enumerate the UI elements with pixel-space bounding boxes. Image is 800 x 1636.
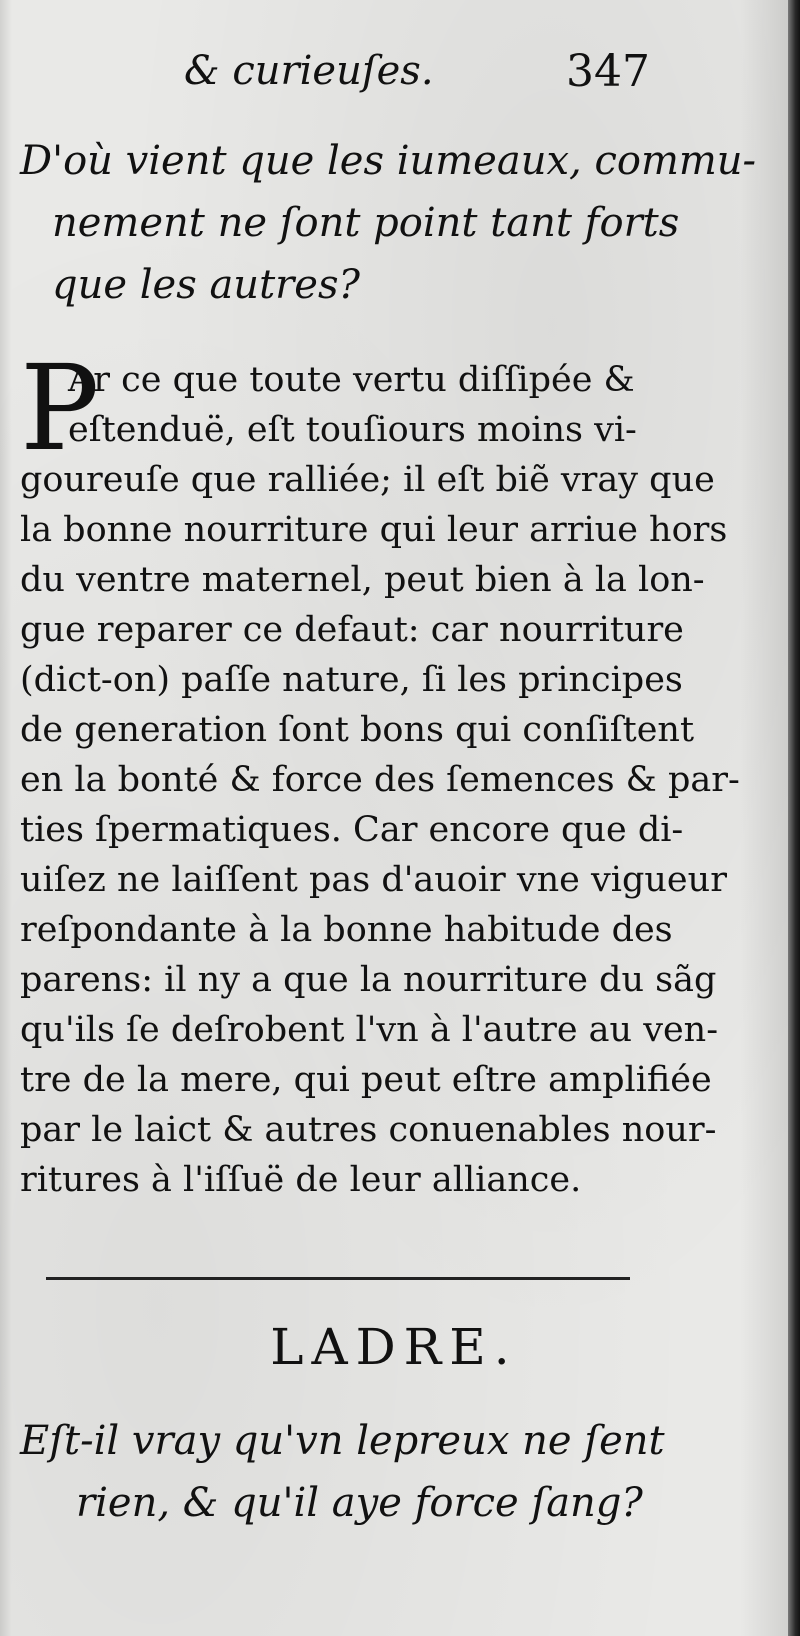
- paragraph-line: par le laict & autres conuenables nour-: [20, 1110, 717, 1150]
- paragraph-line: uiſez ne laiſſent pas d'auoir vne vigueur: [20, 860, 727, 900]
- paragraph-line: goureuſe que ralliée; il eſt biẽ vray que: [20, 460, 715, 500]
- paragraph-line: tre de la mere, qui peut eſtre amplifiée: [20, 1060, 712, 1100]
- paragraph-line: de generation ſont bons qui conſiſtent: [20, 710, 695, 750]
- paragraph-line: la bonne nourriture qui leur arriue hors: [20, 510, 728, 550]
- question-heading-twins: [20, 130, 757, 316]
- question-line: nement ne ſont point tant forts: [52, 200, 680, 246]
- running-head: & curieuſes.: [184, 48, 434, 94]
- paragraph-line: (dict-on) paſſe nature, ſi les principes: [20, 660, 683, 700]
- answer-paragraph: [20, 339, 740, 1205]
- paragraph-line: eſtenduë, eſt touſiours moins vi-: [68, 410, 637, 450]
- section-title: LADRE.: [270, 1318, 518, 1376]
- paragraph-line: en la bonté & force des ſemences & par-: [20, 760, 740, 800]
- paragraph-line: reſpondante à la bonne habitude des: [20, 910, 673, 950]
- paragraph-line: Ar ce que toute vertu diſſipée &: [68, 360, 635, 400]
- paragraph-line: qu'ils ſe deſrobent l'vn à l'autre au ven-: [20, 1010, 719, 1050]
- page-number: 347: [566, 46, 650, 97]
- question-line: D'où vient que les iumeaux, commu-: [20, 138, 757, 184]
- paragraph-line: du ventre maternel, peut bien à la lon-: [20, 560, 705, 600]
- question-line: que les autres?: [52, 262, 360, 308]
- paragraph-line: ties ſpermatiques. Car encore que di-: [20, 810, 684, 850]
- page-edge-shadow: [788, 0, 800, 1636]
- question-line: Eſt-il vray qu'vn lepreux ne ſent: [20, 1418, 665, 1464]
- paragraph-line: ritures à l'iſſuë de leur alliance.: [20, 1160, 582, 1200]
- drop-cap: P: [20, 339, 100, 477]
- question-line: rien, & qu'il aye force ſang?: [76, 1480, 643, 1526]
- section-divider: [46, 1277, 630, 1280]
- paragraph-line: gue reparer ce defaut: car nourriture: [20, 610, 684, 650]
- paragraph-line: parens: il ny a que la nourriture du sãg: [20, 960, 717, 1000]
- question-heading-leper: [20, 1410, 665, 1534]
- page-header: [170, 40, 670, 100]
